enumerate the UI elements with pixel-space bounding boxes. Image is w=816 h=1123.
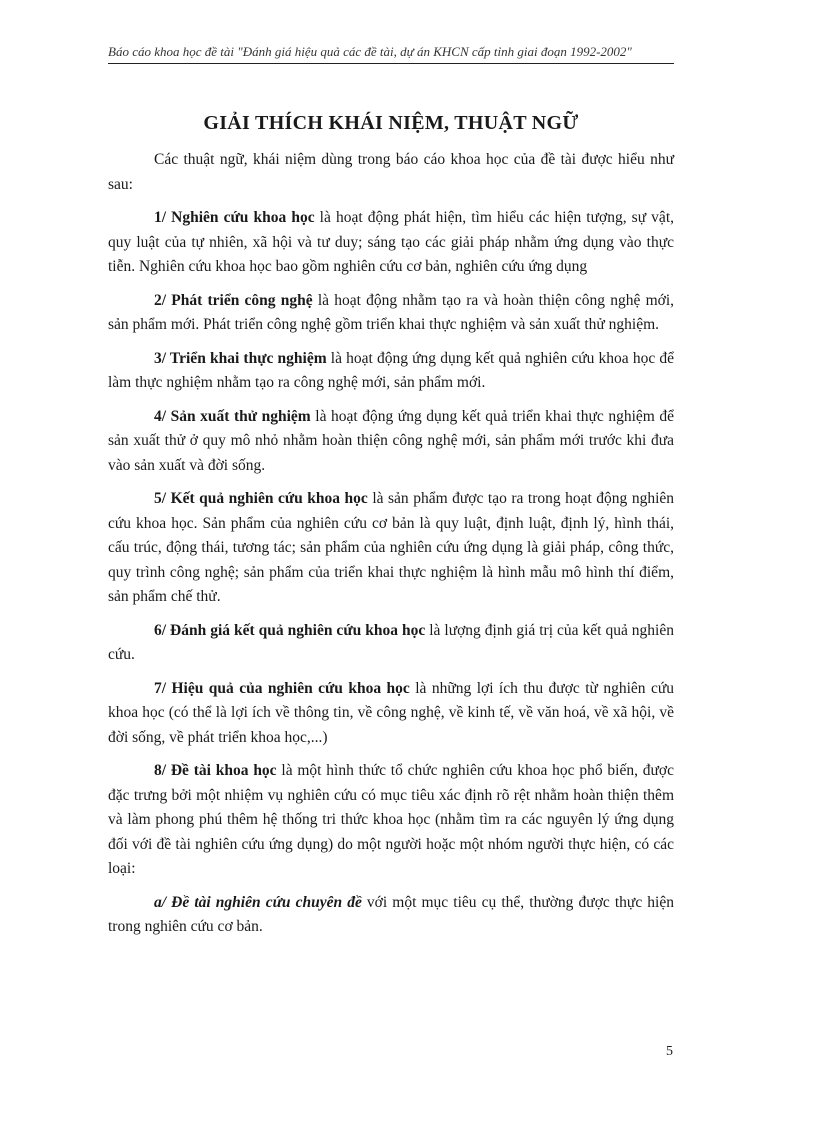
document-body (108, 148, 674, 949)
definition-text: là hoạt động ứng dụng kết quả triển khai thực nghiệm để sản xuất thử ở quy mô nhỏ nhằm hoàn thiện công nghệ mới, sản phẩm mới trước khi đưa vào sản xuất và đời sống. (108, 407, 674, 474)
sub-definition-a (108, 891, 674, 940)
term-label: 5/ Kết quả nghiên cứu khoa học (154, 490, 368, 507)
definition-5 (108, 487, 674, 610)
definition-1 (108, 206, 674, 280)
running-header: Báo cáo khoa học đề tài "Đánh giá hiệu quả các đề tài, dự án KHCN cấp tỉnh giai đoạn 1992-2002" (108, 44, 674, 64)
term-label: 3/ Triển khai thực nghiệm (154, 349, 327, 367)
definition-8 (108, 759, 674, 882)
definition-3 (108, 347, 674, 396)
term-label: 2/ Phát triển công nghệ (154, 291, 313, 309)
page-number: 5 (666, 1044, 673, 1059)
definition-text: là hoạt động ứng dụng kết quả nghiên cứu khoa học để làm thực nghiệm nhằm tạo ra công nghệ mới, sản phẩm mới. (108, 349, 674, 391)
definition-text: là lượng định giá trị của kết quả nghiên cứu. (108, 621, 674, 663)
term-label: 4/ Sản xuất thử nghiệm (154, 407, 311, 425)
definition-6 (108, 619, 674, 668)
term-label: 7/ Hiệu quả của nghiên cứu khoa học (154, 679, 410, 697)
definition-4 (108, 405, 674, 479)
definition-text: là hoạt động phát hiện, tìm hiểu các hiện tượng, sự vật, quy luật của tự nhiên, xã hội và tư duy; sáng tạo các giải pháp nhằm ứng dụng vào thực tiễn. Nghiên cứu khoa học bao gồm nghiên cứu cơ bản, nghiên cứu ứng dụng (108, 209, 674, 275)
definition-text: là sản phẩm được tạo ra trong hoạt động nghiên cứu khoa học. Sản phẩm của nghiên cứu cơ bản là quy luật, định luật, định lý, hình thái, cấu trúc, động thái, tương tác; sản phẩm của nghiên cứu ứng dụng là giải pháp, công thức, quy trình công nghệ; sản phẩm của triển khai thực nghiệm là hình mẫu mô hình thí điểm, sản phẩm chế thử. (108, 490, 675, 605)
intro-paragraph: Các thuật ngữ, khái niệm dùng trong báo cáo khoa học của đề tài được hiểu như sau: (108, 151, 674, 193)
definition-text: là những lợi ích thu được từ nghiên cứu khoa học (có thể là lợi ích về thông tin, về công nghệ, về kinh tế, về văn hoá, về xã hội, về đời sống, về phát triển khoa học,...) (108, 679, 674, 746)
definition-text: là một hình thức tổ chức nghiên cứu khoa học phổ biến, được đặc trưng bởi một nhiệm vụ nghiên cứu có mục tiêu xác định rõ rệt nhằm hoàn thiện thêm và làm phong phú thêm hệ thống tri thức khoa học (nhằm tìm ra các nguyên lý ứng dụng đối với đề tài nghiên cứu ứng dụng) do một người hoặc một nhóm người thực hiện, có các loại: (108, 762, 674, 877)
term-label: 8/ Đề tài khoa học (154, 762, 277, 779)
definition-7 (108, 677, 674, 751)
page-title: GIẢI THÍCH KHÁI NIỆM, THUẬT NGỮ (203, 112, 579, 134)
term-label: 6/ Đánh giá kết quả nghiên cứu khoa học (154, 621, 426, 639)
term-label: 1/ Nghiên cứu khoa học (154, 209, 315, 226)
definition-text: là hoạt động nhằm tạo ra và hoàn thiện công nghệ mới, sản phẩm mới. Phát triển công nghệ gồm triển khai thực nghiệm và sản xuất thử nghiệm. (108, 291, 675, 333)
definition-2 (108, 289, 674, 338)
subterm-label: a/ Đề tài nghiên cứu chuyên đề (154, 893, 362, 911)
subdefinition-text: với một mục tiêu cụ thể, thường được thực hiện trong nghiên cứu cơ bản. (108, 893, 674, 935)
